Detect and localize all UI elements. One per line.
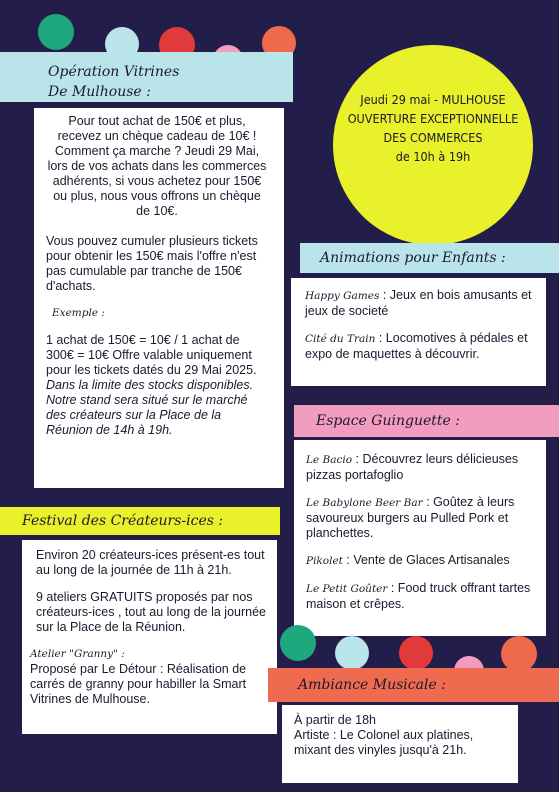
guinguette-item-4-text: : Food truck offrant tartes maison et crêpes. [306,581,531,611]
vitrines-card [34,108,284,488]
guinguette-item-2-name: Le Babylone Beer Bar [306,497,423,509]
musique-text-1: À partir de 18h [294,713,376,727]
decor-dot-cyan-2 [335,636,369,670]
vitrines-text-2: Vous pouvez cumuler plusieurs tickets pour obtenir les 150€ mais l'offre n'est pas cumulable par tranche de 150€ d'achats. [46,234,258,293]
vitrines-text-4: Dans la limite des stocks disponibles. [46,378,254,392]
festival-header [0,507,280,535]
guinguette-item-3-text: : Vente de Glaces Artisanales [342,553,510,567]
guinguette-item-1 [306,452,538,483]
musique-header-label: Ambiance Musicale : [298,677,446,693]
animations-header-label: Animations pour Enfants : [320,250,506,266]
event-date-circle [333,45,533,245]
guinguette-item-1-name: Le Bacio [306,454,353,466]
festival-text-2: 9 ateliers GRATUITS proposés par nos créateurs-ices , tout au long de la journée sur la Place de la Réunion. [36,590,266,634]
vitrines-example-label: Exemple : [52,307,105,319]
musique-header [268,668,559,702]
animations-item-1-name: Happy Games [305,290,380,302]
decor-dot-green-2 [280,625,316,661]
festival-card [22,540,277,734]
decor-dot-orange-2 [501,636,537,672]
guinguette-header [294,405,559,437]
festival-header-label: Festival des Créateurs-ices : [22,513,224,529]
musique-text-2: Artiste : Le Colonel aux platines, mixant des vinyles jusqu'à 21h. [294,728,474,757]
guinguette-item-1-text: : Découvrez leurs délicieuses pizzas portafoglio [306,452,519,482]
animations-item-1-text: : Jeux en bois amusants et jeux de societé [305,288,532,318]
vitrines-header-line2: De Mulhouse : [48,84,151,100]
guinguette-item-2-text: : Goûtez à leurs savoureux burgers au Pulled Pork et planchettes. [306,495,515,540]
animations-item-2 [305,331,536,362]
festival-text-1: Environ 20 créateurs-ices présent-es tout au long de la journée de 11h à 21h. [36,548,265,577]
guinguette-item-3-name: Pikolet [306,555,343,567]
festival-atelier-name: Atelier "Granny" : [30,648,125,660]
vitrines-header [0,52,293,102]
guinguette-item-4 [306,581,538,612]
circle-line-3: DES COMMERCES [383,130,483,145]
animations-card [291,278,546,386]
animations-item-2-text: : Locomotives à pédales et expo de maquettes à découvrir. [305,331,528,361]
vitrines-header-line1: Opération Vitrines [48,64,180,80]
guinguette-item-4-name: Le Petit Goûter [306,583,388,595]
guinguette-item-2 [306,495,538,541]
circle-line-2: OUVERTURE EXCEPTIONNELLE [347,111,519,126]
circle-line-1: Jeudi 29 mai - MULHOUSE [360,92,506,107]
animations-item-2-name: Cité du Train [305,333,376,345]
musique-card [282,705,518,783]
animations-item-1 [305,288,536,319]
decor-dot-green [38,14,74,50]
vitrines-text-1: Pour tout achat de 150€ et plus, recevez un chèque cadeau de 10€ ! Comment ça marche ? Jeudi 29 Mai, lors de vos achats dans les commerces adhérents, si vous achetez pour 150€ ou plus, nous vous offrons un chèque de 10€. [47,114,267,218]
festival-atelier-text: Proposé par Le Détour : Réalisation de carrés de granny pour habiller la Smart Vitrines de Mulhouse. [30,662,247,706]
vitrines-text-5: Notre stand sera situé sur le marché des créateurs sur la Place de la Réunion de 14h à 19h. [46,393,248,437]
guinguette-item-3 [306,553,538,569]
animations-header [300,243,559,273]
circle-line-4: de 10h à 19h [395,149,471,164]
guinguette-header-label: Espace Guinguette : [316,413,460,429]
vitrines-text-3: 1 achat de 150€ = 10€ / 1 achat de 300€ = 10€ Offre valable uniquement pour les tickets datés du 29 Mai 2025. [46,333,257,377]
decor-dot-red-2 [399,636,433,670]
guinguette-card [294,440,546,636]
